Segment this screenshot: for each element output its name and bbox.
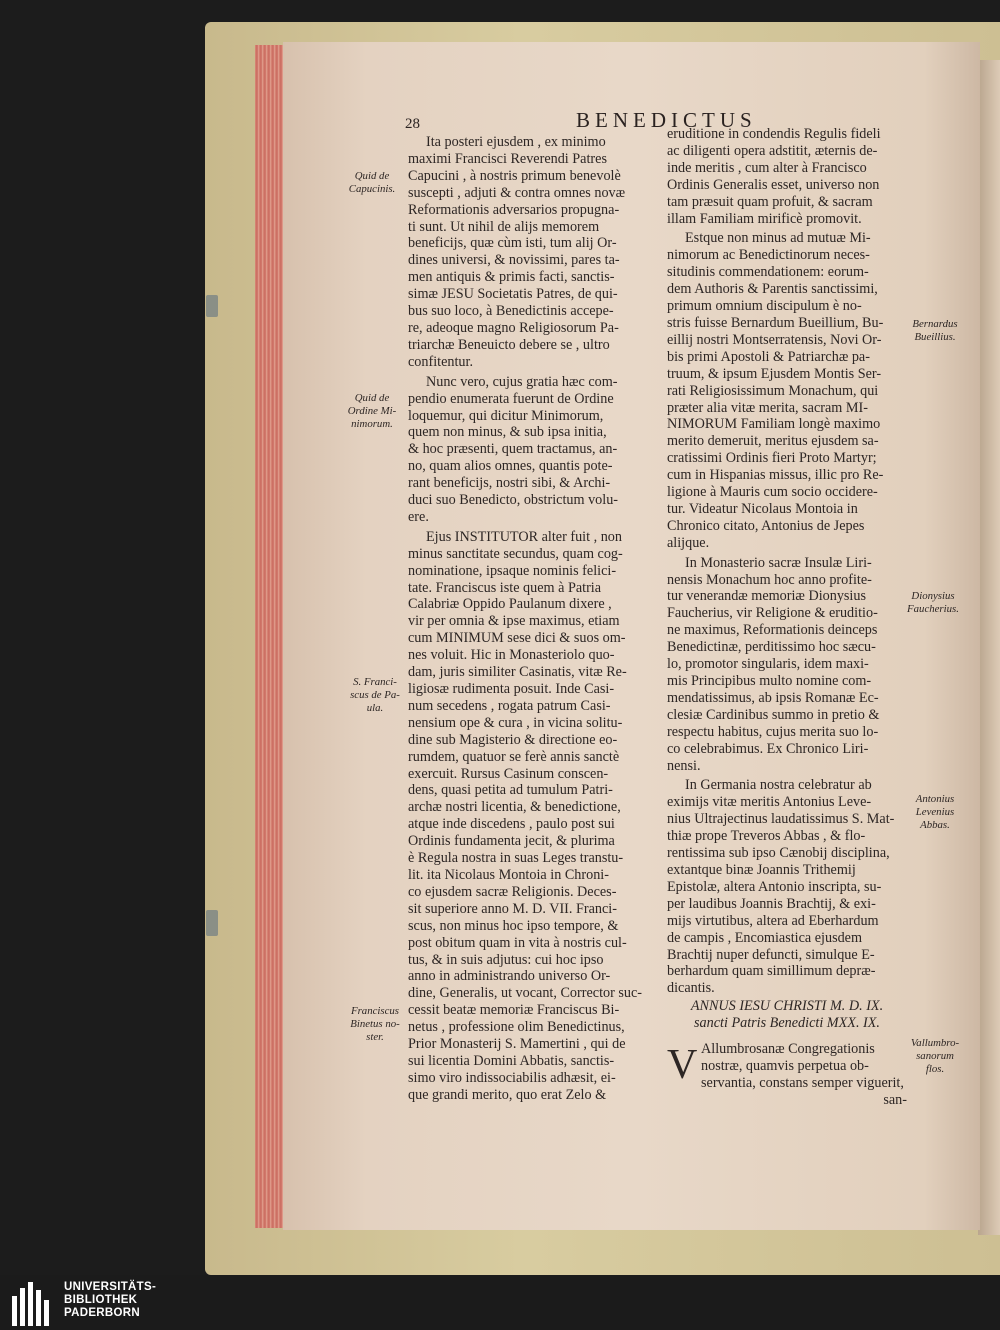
annus-heading-line2: sancti Patris Benedicti MXX. IX. bbox=[694, 1015, 880, 1032]
text-line: extantque binæ Joannis Trithemij bbox=[667, 861, 856, 878]
text-line: berhardum quam simillimum depræ- bbox=[667, 963, 876, 980]
text-line: dicantis. bbox=[667, 980, 715, 997]
text-line: eximijs vitæ meritis Antonius Leve- bbox=[667, 794, 872, 811]
library-logo-line: PADERBORN bbox=[64, 1307, 140, 1319]
text-line: sit superiore anno M. D. VII. Franci- bbox=[408, 900, 617, 917]
text-line: nensis Monachum hoc anno profite- bbox=[667, 571, 872, 588]
text-line: Faucherius, vir Religione & eruditio- bbox=[667, 605, 878, 622]
text-line: confitentur. bbox=[408, 353, 474, 370]
final-line-3: servantia, constans semper viguerit, bbox=[701, 1074, 904, 1091]
text-line: mendatissimus, ab ipsis Romanæ Ec- bbox=[667, 689, 879, 706]
text-line: illam Familiam mirificè promovit. bbox=[667, 210, 862, 227]
text-line: archæ nostri licentia, & benedictione, bbox=[408, 799, 621, 816]
text-line: Estque non minus ad mutuæ Mi- bbox=[685, 230, 871, 247]
text-line: scus, non minus hoc ipso tempore, & bbox=[408, 917, 619, 934]
text-line: anno in administrando universo Or- bbox=[408, 968, 611, 985]
library-logo-text bbox=[64, 1281, 156, 1320]
text-line: tur venerandæ memoriæ Dionysius bbox=[667, 588, 866, 605]
margin-note-line: ula. bbox=[366, 702, 384, 714]
text-line: inde meritis , cum alter à Francisco bbox=[667, 159, 867, 176]
facing-page-edge bbox=[978, 60, 1000, 1235]
text-line: triarchæ Beneuicto debere se , ultro bbox=[408, 336, 610, 353]
text-line: Ita posteri ejusdem , ex minimo bbox=[426, 134, 606, 150]
text-line: beneficijs, quæ cùm isti, tum alij Or- bbox=[408, 235, 617, 252]
page-edges bbox=[255, 45, 285, 1228]
text-line: nensi. bbox=[667, 757, 701, 774]
text-line: re, adeoque magno Religiosorum Pa- bbox=[408, 319, 619, 336]
text-line: bus suo loco, à Benedictinis accepe- bbox=[408, 303, 614, 320]
margin-note-franciscus-paula bbox=[345, 676, 405, 715]
margin-note-vallumbrosa bbox=[905, 1037, 965, 1076]
text-line: suscepti , adjuti & contra omnes novæ bbox=[408, 184, 626, 201]
text-line: cessit beatæ memoriæ Franciscus Bi- bbox=[408, 1002, 620, 1019]
margin-note-line: nimorum. bbox=[351, 418, 393, 430]
text-line: Capucini , à nostris primum benevolè bbox=[408, 167, 621, 184]
margin-note-bernardus bbox=[905, 318, 965, 344]
margin-note-line: Bueillius. bbox=[914, 331, 956, 343]
text-line: ti sunt. Ut nihil de alijs memorem bbox=[408, 218, 600, 235]
text-line: co ejusdem sacræ Religionis. Deces- bbox=[408, 883, 617, 900]
margin-note-antonius bbox=[905, 793, 965, 832]
text-line: dens, quasi petita ad tumulum Patri- bbox=[408, 782, 613, 799]
text-line: stris fuisse Bernardum Bueillium, Bu- bbox=[667, 314, 884, 331]
text-line: num secedens , rogata patrum Casi- bbox=[408, 697, 611, 714]
text-line: dine sub Magisterio & directione eo- bbox=[408, 731, 618, 748]
drop-cap: V bbox=[667, 1042, 698, 1089]
text-line: Brachtij nuper defuncti, simulque E- bbox=[667, 946, 875, 963]
text-line: Chronico citato, Antonius de Jepes bbox=[667, 517, 865, 534]
text-line: primum omnium discipulum è no- bbox=[667, 298, 862, 315]
text-line: In Germania nostra celebratur ab bbox=[685, 777, 872, 794]
text-line: merito demeruit, meritus ejusdem sa- bbox=[667, 433, 879, 450]
text-line: præter alia vitæ merita, sacram MI- bbox=[667, 399, 868, 416]
text-line: Prior Monasterij S. Mamertini , qui de bbox=[408, 1036, 626, 1053]
margin-note-capucini bbox=[342, 170, 402, 196]
margin-note-line: Antonius bbox=[915, 793, 955, 805]
text-line: tam præsuit quam profuit, & sacram bbox=[667, 193, 873, 210]
text-line: cratissimi Ordinis fieri Proto Martyr; bbox=[667, 450, 877, 467]
text-line: dines universi, & novissimi, pares ta- bbox=[408, 252, 620, 269]
text-line: atque inde discedens , paulo post sui bbox=[408, 816, 615, 833]
text-line: nius Ultrajectinus laudatissimus S. Mat- bbox=[667, 811, 895, 828]
margin-note-dionysius bbox=[903, 590, 963, 616]
text-line: loquemur, qui dicitur Minimorum, bbox=[408, 407, 604, 424]
text-line: mis Principibus multo nomine com- bbox=[667, 673, 872, 689]
margin-note-binetus bbox=[345, 1005, 405, 1044]
library-logo-line: UNIVERSITÄTS- bbox=[64, 1281, 157, 1293]
text-line: truum, & ipsum Ejusdem Montis Ser- bbox=[667, 365, 882, 382]
margin-note-line: Binetus no- bbox=[350, 1018, 400, 1030]
text-line: exercuit. Rursus Casinum conscen- bbox=[408, 765, 609, 782]
text-line: & hoc præsenti, quem tractamus, an- bbox=[408, 441, 618, 458]
library-logo bbox=[12, 1278, 172, 1330]
page-number: 28 bbox=[405, 116, 420, 132]
text-line: Benedictinæ, perditissimo hoc sæcu- bbox=[667, 639, 876, 656]
margin-note-line: Ordine Mi- bbox=[347, 405, 397, 417]
text-line: pendio enumerata fuerunt de Ordine bbox=[408, 390, 614, 407]
text-line: men antiquis & primis facti, sanctis- bbox=[408, 269, 615, 286]
final-line-1: Allumbrosanæ Congregationis bbox=[701, 1041, 875, 1058]
text-line: co celebrabimus. Ex Chronico Liri- bbox=[667, 740, 869, 757]
left-column-lines bbox=[408, 134, 642, 1104]
text-line: rant beneficijs, nostri sibi, & Archi- bbox=[408, 475, 611, 492]
text-line: cum in Hispanias missus, illic pro Re- bbox=[667, 467, 884, 484]
text-line: minus sanctitate secundus, quam cog- bbox=[408, 545, 623, 562]
margin-note-line: sanorum bbox=[916, 1050, 954, 1062]
text-line: duci suo Benedicto, obstrictum volu- bbox=[408, 492, 619, 509]
margin-note-line: Quid de bbox=[354, 392, 390, 404]
text-line: nes voluit. Hic in Monasteriolo quo- bbox=[408, 647, 615, 664]
final-paragraph bbox=[667, 1041, 907, 1109]
text-line: rati Religiosissimum Monachum, qui bbox=[667, 382, 879, 399]
running-head: BENEDICTUS bbox=[576, 108, 757, 132]
text-line: rentissima sub ipso Cænobij disciplina, bbox=[667, 845, 890, 862]
clasp-bottom bbox=[206, 910, 218, 936]
text-line: cum MINIMUM sese dici & suos om- bbox=[408, 630, 626, 647]
text-line: Ordinis fundamenta jecit, & plurima bbox=[408, 833, 615, 850]
margin-note-line: Franciscus bbox=[351, 1005, 399, 1017]
margin-note-line: Dionysius bbox=[911, 590, 955, 602]
text-line: netus , professione olim Benedictinus, bbox=[408, 1019, 625, 1036]
annus-heading-line1: ANNUS IESU CHRISTI M. D. IX. bbox=[690, 998, 884, 1015]
text-line: ligiosæ rudimenta posuit. Inde Casi- bbox=[408, 681, 615, 697]
margin-note-line: Levenius bbox=[915, 806, 955, 818]
text-line: ne maximus, Reformationis deinceps bbox=[667, 622, 878, 639]
text-line: alijque. bbox=[667, 534, 710, 551]
text-line: eillij nostri Montserratensis, Novi Or- bbox=[667, 331, 882, 348]
text-line: no, quam alios omnes, quantis pote- bbox=[408, 458, 613, 475]
text-line: Nunc vero, cujus gratia hæc com- bbox=[426, 373, 618, 390]
text-line: NIMORUM Familiam longè maximo bbox=[667, 416, 881, 433]
text-line: Ordinis Generalis esset, universo non bbox=[667, 176, 880, 193]
margin-note-line: Bernardus bbox=[912, 318, 958, 330]
library-logo-icon bbox=[12, 1282, 56, 1326]
text-line: tur. Videatur Nicolaus Montoia in bbox=[667, 500, 858, 517]
text-line: tus, & in suis adjutus: cui hoc ipso bbox=[408, 951, 604, 968]
text-line: respectu habitus, cujus merita suo lo- bbox=[667, 723, 879, 740]
text-line: dine, Generalis, ut vocant, Corrector suc- bbox=[408, 985, 643, 1002]
text-line: tate. Franciscus iste quem à Patria bbox=[408, 579, 602, 596]
text-line: situdinis commendationem: eorum- bbox=[667, 264, 869, 281]
text-line: clesiæ Cardinibus summo in pretio & bbox=[667, 706, 880, 723]
margin-note-line: Abbas. bbox=[920, 819, 950, 831]
text-line: quem non minus, & sub ipsa initia, bbox=[408, 424, 607, 441]
margin-note-minimorum bbox=[342, 392, 402, 431]
text-line: nimorum ac Benedictinorum neces- bbox=[667, 247, 870, 264]
right-column-lines bbox=[667, 126, 907, 997]
margin-note-line: ster. bbox=[366, 1031, 384, 1043]
text-line: nensium ope & cura , in vicina solitu- bbox=[408, 714, 623, 731]
text-line: sui licentia Domini Abbatis, sanctis- bbox=[408, 1052, 615, 1069]
text-line: è Regula nostra in suas Leges transtu- bbox=[408, 850, 624, 867]
text-line: Epistolæ, altera Antonio inscripta, su- bbox=[667, 878, 882, 895]
text-line: per laudibus Joannis Brachtij, & exi- bbox=[667, 895, 876, 912]
text-line: lit. ita Nicolaus Montoia in Chroni- bbox=[408, 866, 609, 883]
clasp-top bbox=[206, 295, 218, 317]
left-column bbox=[408, 134, 642, 1104]
margin-note-line: flos. bbox=[925, 1063, 945, 1075]
text-line: dam, juris similiter Casinatis, vitæ Re- bbox=[408, 664, 627, 681]
text-line: bis primi Apostoli & Patriarchæ pa- bbox=[667, 348, 870, 365]
text-line: ligione à Mauris cum socio occidere- bbox=[667, 484, 878, 501]
text-line: simæ JESU Societatis Patres, de qui- bbox=[408, 286, 618, 303]
text-line: Ejus INSTITUTOR alter fuit , non bbox=[426, 528, 622, 545]
right-column bbox=[667, 126, 907, 1109]
text-line: maximi Francisci Reverendi Patres bbox=[408, 150, 607, 167]
margin-note-line: scus de Pa- bbox=[350, 689, 400, 701]
catchword: san- bbox=[883, 1091, 907, 1108]
text-line: de campis , Encomiastica ejusdem bbox=[667, 929, 863, 946]
text-line: nominatione, ipsaque nominis felici- bbox=[408, 562, 617, 579]
text-line: vir per omnia & ipse maximus, etiam bbox=[408, 613, 620, 630]
text-line: eruditione in condendis Regulis fideli bbox=[667, 126, 881, 142]
text-line: lo, promotor singularis, idem maxi- bbox=[667, 656, 869, 673]
final-line-2: nostræ, quamvis perpetua ob- bbox=[701, 1057, 869, 1074]
text-line: ere. bbox=[408, 508, 429, 525]
text-line: rumdem, quatuor se ferè annis sanctè bbox=[408, 748, 620, 765]
text-line: In Monasterio sacræ Insulæ Liri- bbox=[685, 554, 872, 571]
text-line: que grandi merito, quo erat Zelo & bbox=[408, 1086, 607, 1103]
margin-note-line: Capucinis. bbox=[348, 183, 396, 195]
text-line: Reformationis adversarios propugna- bbox=[408, 201, 620, 218]
margin-note-line: Quid de bbox=[354, 170, 390, 182]
text-line: ac diligenti opera adstitit, æternis de- bbox=[667, 142, 878, 159]
text-line: Calabriæ Oppido Paulanum dixere , bbox=[408, 596, 612, 613]
margin-note-line: Vallumbro- bbox=[910, 1037, 960, 1049]
text-line: thiæ prope Treveros Abbas , & flo- bbox=[667, 828, 866, 845]
library-logo-line: BIBLIOTHEK bbox=[64, 1294, 138, 1306]
text-line: simo viro indissociabilis adhæsit, ei- bbox=[408, 1069, 616, 1086]
text-line: post obitum quam in vita à nostris cul- bbox=[408, 934, 627, 951]
text-line: dem Authoris & Parentis sanctissimi, bbox=[667, 281, 878, 298]
margin-note-line: Faucherius. bbox=[907, 603, 959, 615]
text-line: mijs virtutibus, altera ad Eberhardum bbox=[667, 912, 879, 929]
margin-note-line: S. Franci- bbox=[353, 676, 397, 688]
